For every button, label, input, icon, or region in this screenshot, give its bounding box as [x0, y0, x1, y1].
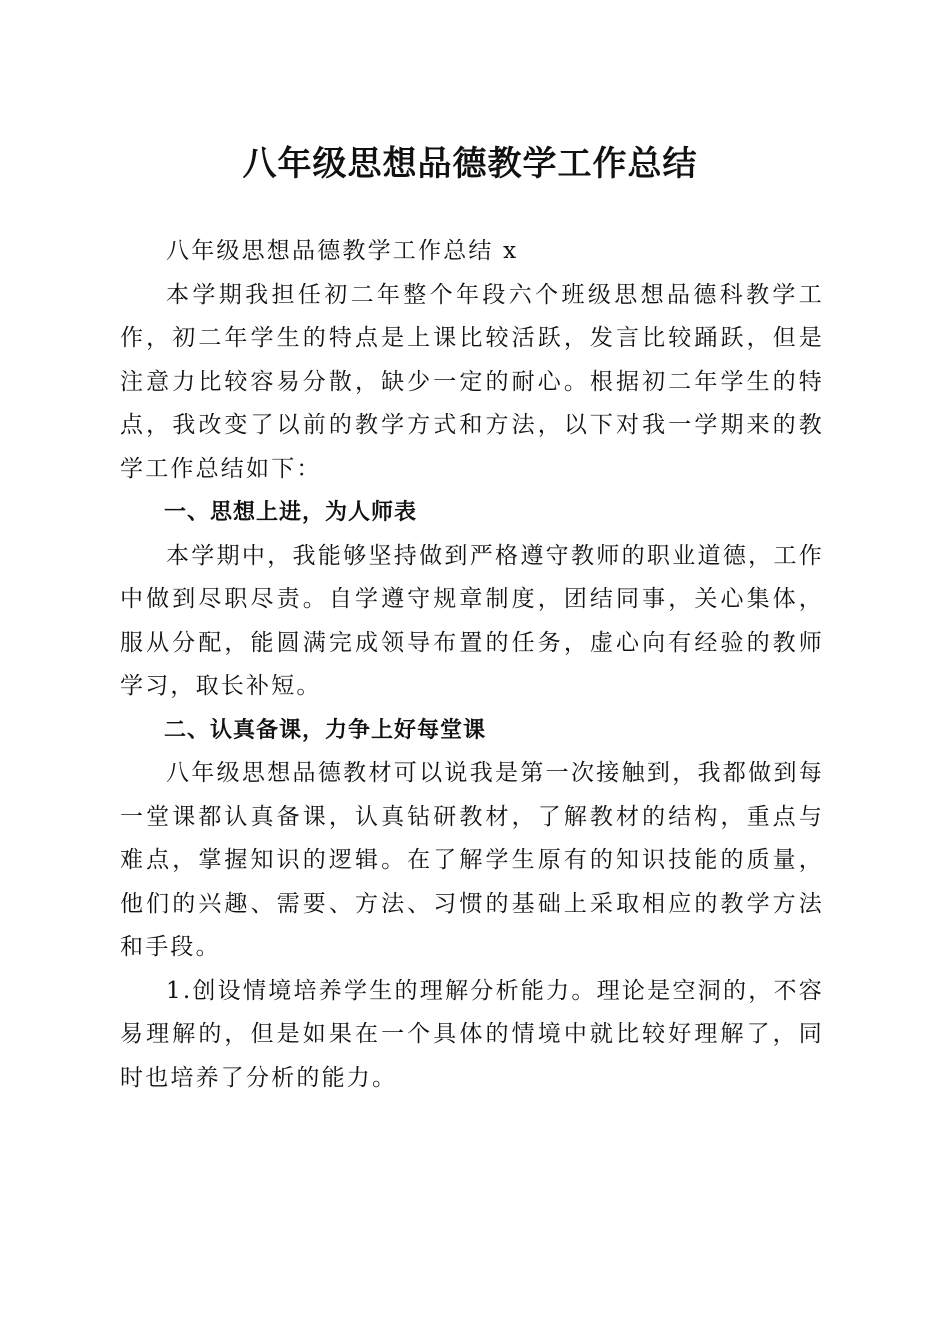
section-1-paragraph: 本学期中，我能够坚持做到严格遵守教师的职业道德，工作中做到尽职尽责。自学遵守规章制度，团结同事，关心集体，服从分配，能圆满完成领导布置的任务，虚心向有经验的教师学习，取长补短。	[120, 542, 824, 699]
page-title: 八年级思想品德教学工作总结	[242, 144, 698, 184]
section-1-heading: 一、思想上进，为人师表	[164, 500, 418, 525]
intro-paragraph: 本学期我担任初二年整个年段六个班级思想品德科教学工作，初二年学生的特点是上课比较活跃，发言比较踊跃，但是注意力比较容易分散，缺少一定的耐心。根据初二年学生的特点，我改变了以前的教学方式和方法，以下对我一学期来的教学工作总结如下：	[120, 281, 824, 482]
section-2-paragraph: 八年级思想品德教材可以说我是第一次接触到，我都做到每一堂课都认真备课，认真钻研教材，了解教材的结构，重点与难点，掌握知识的逻辑。在了解学生原有的知识技能的质量，他们的兴趣、需要、方法、习惯的基础上采取相应的教学方法和手段。	[120, 760, 824, 960]
section-2-heading: 二、认真备课，力争上好每堂课	[164, 717, 487, 743]
document-body	[120, 230, 824, 1100]
section-2-item-1: 1.创设情境培养学生的理解分析能力。理论是空洞的，不容易理解的，但是如果在一个具体的情境中就比较好理解了，同时也培养了分析的能力。	[120, 977, 824, 1091]
subtitle-line: 八年级思想品德教学工作总结 x	[166, 238, 519, 264]
